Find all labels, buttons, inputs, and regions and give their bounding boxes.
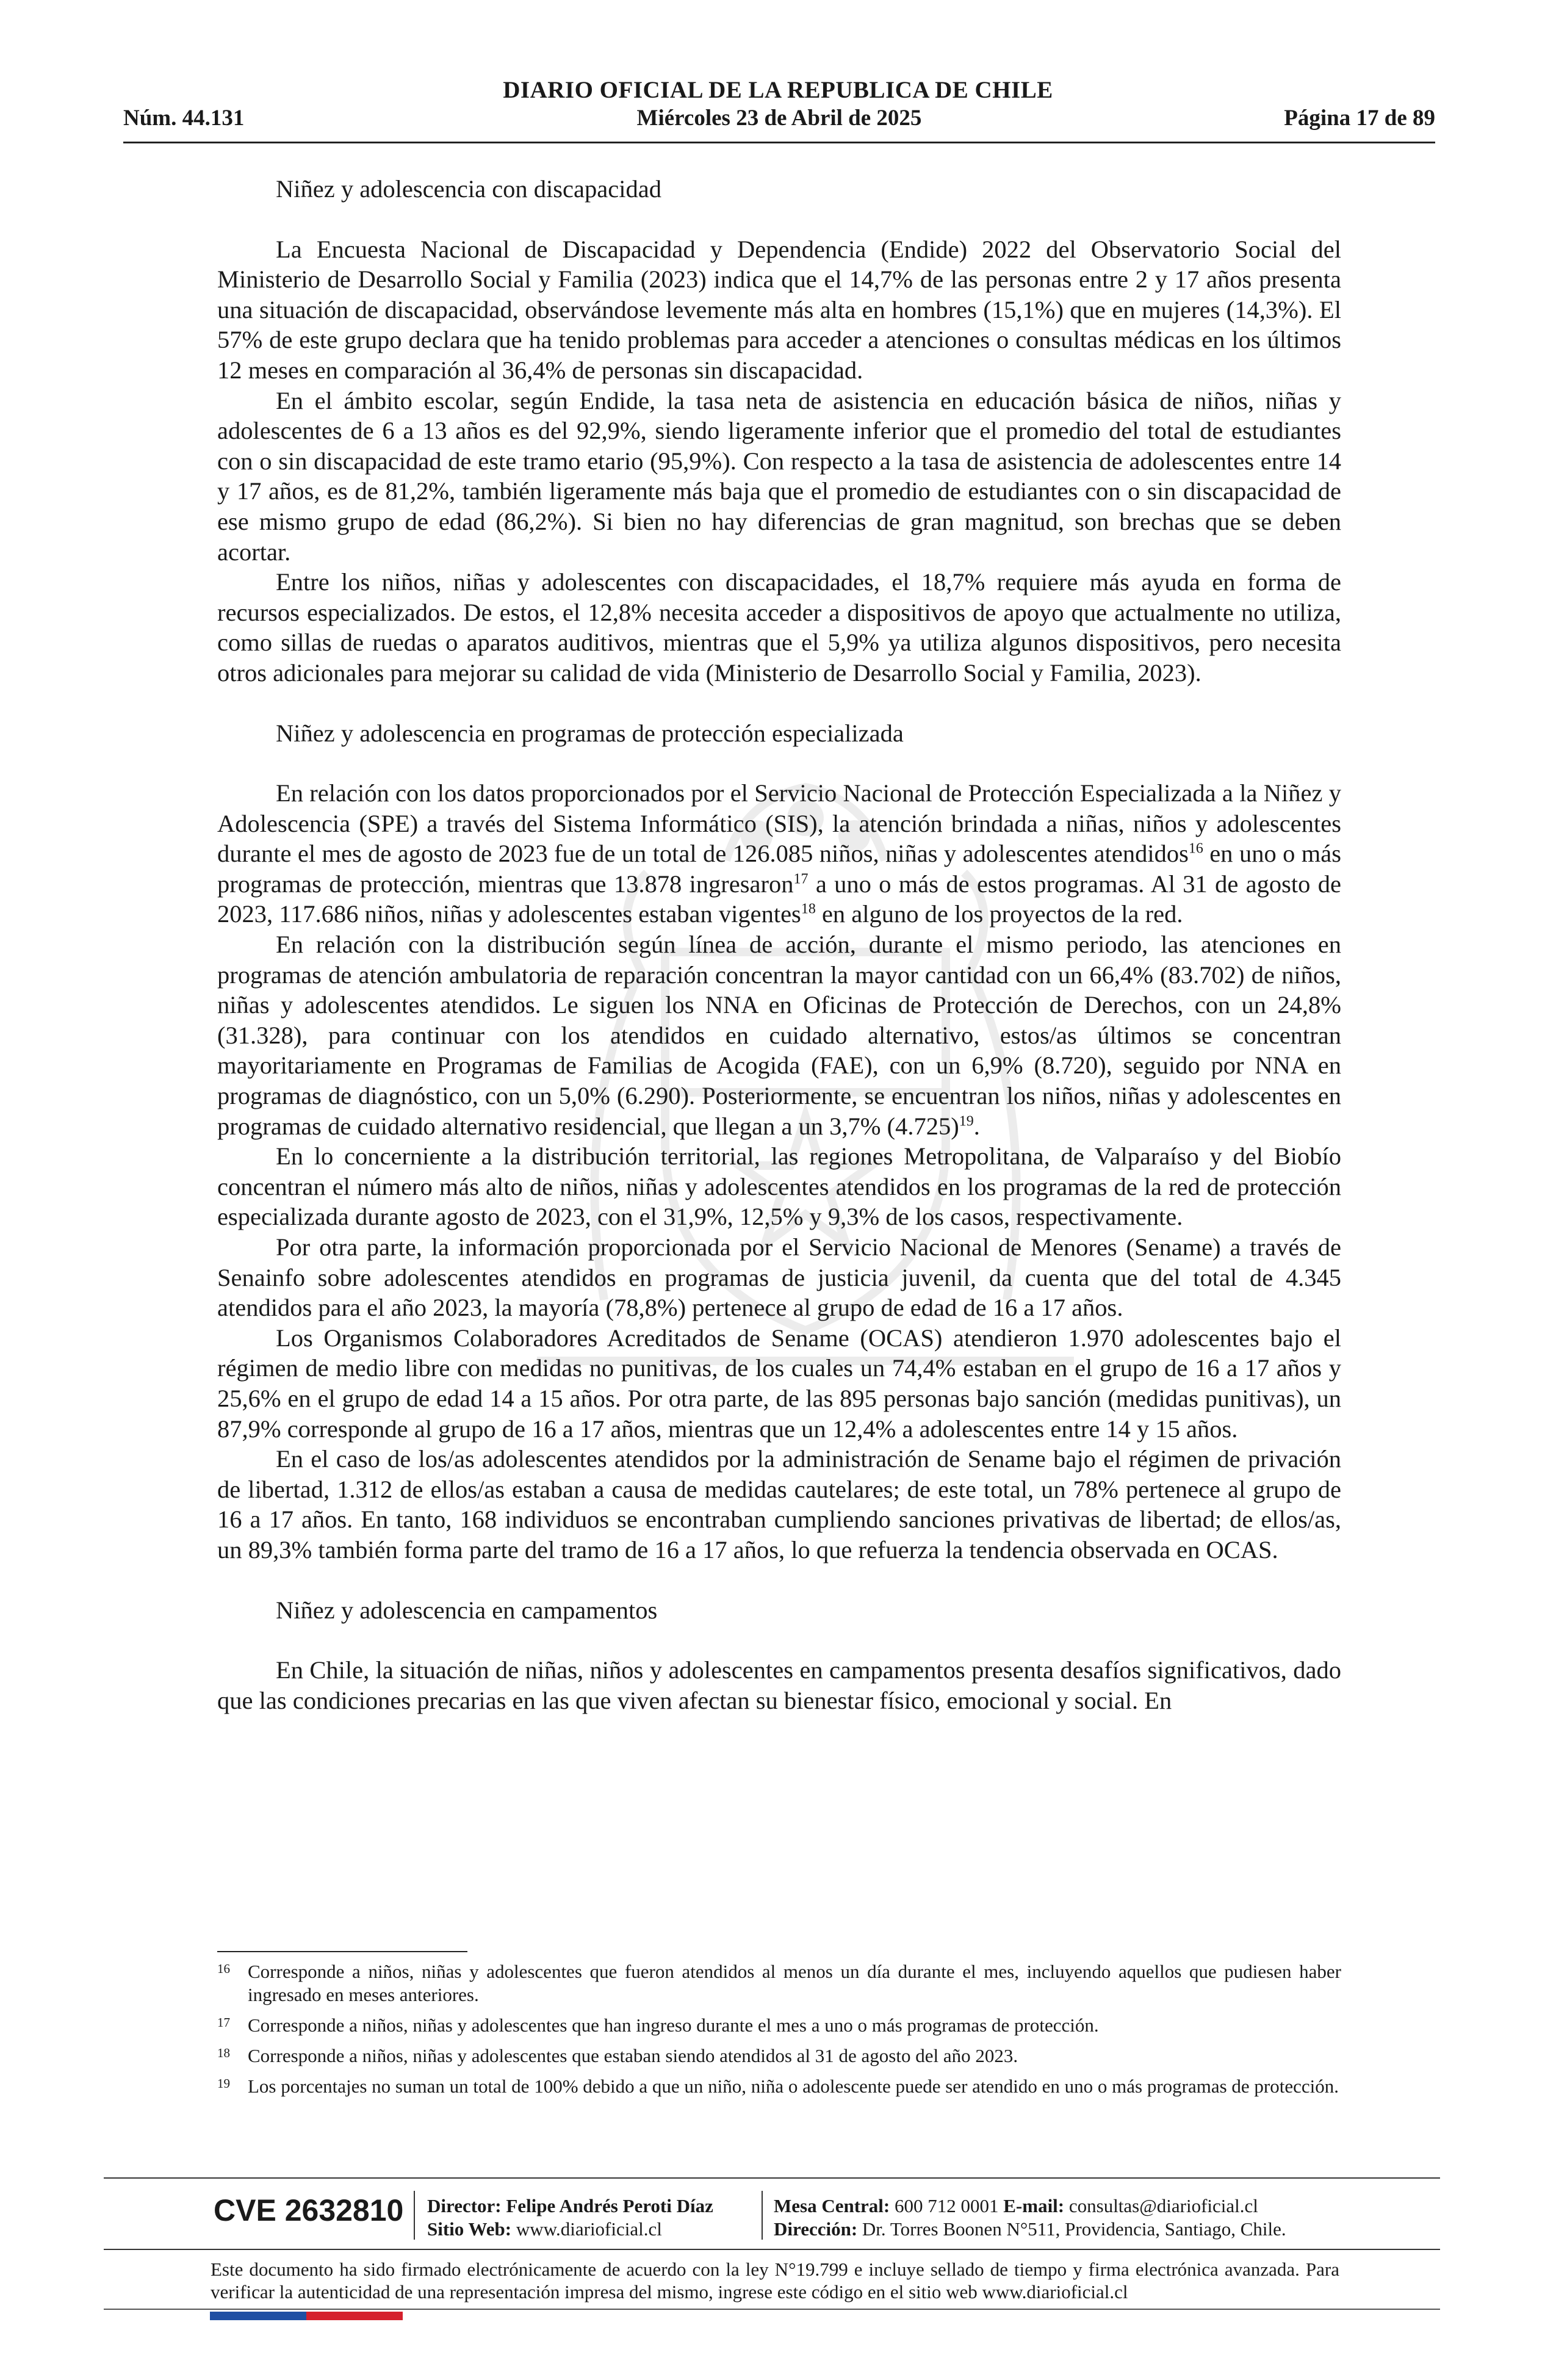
issue-number: Núm. 44.131 [123, 106, 245, 131]
paragraph: En relación con los datos proporcionados por el Servicio Nacional de Protección Especializada a la Niñez y Adolescencia (SPE) a través del Sistema Informático (SIS), la atención brindada a niñas, niños y adolescentes durante el mes de agosto de 2023 fue de un total de 126.085 niños, niñas y adolescentes atendidos$^{16}$ en uno o más programas de protección, mientras que 13.878 ingresaron$^{17}$ a uno o más de estos programas. Al 31 de agosto de 2023, 117.686 niños, niñas y adolescentes estaban vigentes$^{18}$ en alguno de los proyectos de la red. [217, 779, 1342, 928]
footnote-rule [217, 1951, 467, 1952]
header-row [123, 105, 1435, 131]
paragraph: En lo concerniente a la distribución territorial, las regiones Metropolitana, de Valparaíso y del Biobío concentran el número más alto de niños, niñas y adolescentes atendidos en los programas de la red de protección especializada durante agosto de 2023, con el 31,9%, 12,5% y 9,3% de los casos, respectivamente. [217, 1142, 1341, 1231]
publication-title: DIARIO OFICIAL DE LA REPUBLICA DE CHILE [503, 77, 1053, 103]
section-heading: Niñez y adolescencia con discapacidad [276, 175, 661, 203]
footnotes [217, 1960, 1341, 2105]
footnote [217, 2014, 1341, 2037]
section-heading: Niñez y adolescencia en programas de protección especializada [276, 719, 904, 747]
address-value: Dr. Torres Boonen N°511, Providencia, Santiago, Chile. [862, 2218, 1286, 2240]
footer-director-block [427, 2194, 713, 2241]
footnote-text: Corresponde a niños, niñas y adolescentes que fueron atendidos al menos un día durante el mes, incluyendo aquellos que pudiesen haber ingresado en meses anteriores. [248, 1961, 1341, 2005]
mesa-label: Mesa Central: [774, 2195, 890, 2216]
footnote-ref[interactable]: 19 [959, 1113, 974, 1130]
page-number: Página 17 de 89 [1284, 106, 1435, 131]
section-heading: Niñez y adolescencia en campamentos [276, 1596, 658, 1624]
footnote-number: 17 [217, 2015, 230, 2030]
mesa-phone: 600 712 0001 [895, 2195, 999, 2216]
email-label: E-mail: [1003, 2195, 1065, 2216]
flag-stripe-blue [210, 2312, 306, 2320]
issue-date: Miércoles 23 de Abril de 2025 [636, 106, 922, 131]
footnote-ref[interactable]: 17 [793, 871, 809, 887]
footnote-number: 16 [217, 1961, 230, 1976]
footer-rule-top [104, 2177, 1440, 2179]
paragraph: En el ámbito escolar, según Endide, la tasa neta de asistencia en educación básica de niños, niñas y adolescentes de 6 a 13 años es del 92,9%, siendo ligeramente inferior que el promedio del total de estudiantes con o sin discapacidad de este tramo etario (95,9%). Con respecto a la tasa de asistencia de adolescentes entre 14 y 17 años, es de 81,2%, también ligeramente más baja que el promedio de estudiantes con o sin discapacidad de ese mismo grupo de edad (86,2%). Si bien no hay diferencias de gran magnitud, son brechas que se deben acortar. [217, 386, 1341, 566]
footnote-text: Corresponde a niños, niñas y adolescentes que estaban siendo atendidos al 31 de agosto del año 2023. [248, 2045, 1018, 2066]
paragraph: En el caso de los/as adolescentes atendidos por la administración de Sename bajo el régimen de privación de libertad, 1.312 de ellos/as estaban a causa de medidas cautelares; de este total, un 78% pertenece al grupo de 16 a 17 años. En tanto, 168 individuos se encontraban cumpliendo sanciones privativas de libertad; de ellos/as, un 89,3% también forma parte del tramo de 16 a 17 años, lo que refuerza la tendencia observada en OCAS. [217, 1445, 1341, 1563]
footer-divider [762, 2191, 763, 2240]
footer-contact-block [774, 2194, 1286, 2241]
paragraph: En relación con la distribución según línea de acción, durante el mismo periodo, las atenciones en programas de atención ambulatoria de reparación concentran la mayor cantidad con un 66,4% (83.702) de niños, niñas y adolescentes atendidos. Le siguen los NNA en Oficinas de Protección de Derechos, con un 24,8% (31.328), para continuar con los atendidos en cuidado alternativo, estos/as últimos se concentran mayoritariamente en Programas de Familias de Acogida (FAE), con un 6,9% (8.720), seguido por NNA en programas de diagnóstico, con un 5,0% (6.290). Posteriormente, se encuentran los niños, niñas y adolescentes en programas de cuidado alternativo residencial, que llegan a un 3,7% $(4.725)^{19}$. [217, 931, 1341, 1140]
header-rule [123, 142, 1435, 143]
footnote-number: 19 [217, 2076, 230, 2091]
address-label: Dirección: [774, 2218, 858, 2240]
footnote [217, 2044, 1341, 2068]
paragraph: En Chile, la situación de niñas, niños y adolescentes en campamentos presenta desafíos significativos, dado que las condiciones precarias en las que viven afectan su bienestar físico, emocional y social. En [217, 1656, 1341, 1714]
footer-rule-bottom [104, 2309, 1440, 2310]
paragraph: Entre los niños, niñas y adolescentes con discapacidades, el 18,7% requiere más ayuda en forma de recursos especializados. De estos, el 12,8% necesita acceder a dispositivos de apoyo que actualmente no utiliza, como sillas de ruedas o aparatos auditivos, mientras que el 5,9% ya utiliza algunos dispositivos, pero necesita otros adicionales para mejorar su calidad de vida (Ministerio de Desarrollo Social y Familia, 2023). [217, 568, 1341, 687]
email-link[interactable]: consultas@diarioficial.cl [1068, 2195, 1258, 2216]
footer-divider [414, 2191, 415, 2240]
footnote [217, 2075, 1341, 2098]
footnote [217, 1960, 1341, 2007]
footnote-number: 18 [217, 2046, 230, 2060]
footnote-text: Corresponde a niños, niñas y adolescentes que han ingreso durante el mes a uno o más programas de protección. [248, 2014, 1099, 2036]
web-label: Sitio Web: [427, 2218, 512, 2240]
paragraph: La Encuesta Nacional de Discapacidad y Dependencia (Endide) 2022 del Observatorio Social del Ministerio de Desarrollo Social y Familia (2023) indica que el 14,7% de las personas entre 2 y 17 años presenta una situación de discapacidad, observándose levemente más alta en hombres (15,1%) que en mujeres (14,3%). El 57% de este grupo declara que ha tenido problemas para acceder a atenciones o consultas médicas en los últimos 12 meses en comparación al 36,4% de personas sin discapacidad. [217, 235, 1341, 384]
document-body [217, 174, 1341, 1715]
legal-notice: Este documento ha sido firmado electrónicamente de acuerdo con la ley N°19.799 e incluye sellado de tiempo y firma electrónica avanzada. Para verificar la autenticidad de una representación impresa del mismo, ingrese este código en el sitio web www.diarioficial.cl [211, 2259, 1339, 2302]
cve-code: CVE 2632810 [214, 2193, 404, 2227]
web-link[interactable]: www.diarioficial.cl [516, 2218, 662, 2240]
footnote-ref[interactable]: 16 [1188, 840, 1203, 857]
footnote-text: Los porcentajes no suman un total de 100% debido a que un niño, niña o adolescente puede ser atendido en uno o más programas de protección. [248, 2075, 1339, 2097]
flag-stripe-red [306, 2312, 403, 2320]
paragraph: Por otra parte, la información proporcionada por el Servicio Nacional de Menores (Sename) a través de Senainfo sobre adolescentes atendidos en programas de justicia juvenil, da cuenta que del total de 4.345 atendidos para el año 2023, la mayoría (78,8%) pertenece al grupo de edad de 16 a 17 años. [217, 1233, 1341, 1322]
footnote-ref[interactable]: 18 [801, 901, 816, 917]
paragraph: Los Organismos Colaboradores Acreditados de Sename (OCAS) atendieron 1.970 adolescentes bajo el régimen de medio libre con medidas no punitivas, de los cuales un 74,4% estaban en el grupo de 16 a 17 años y 25,6% en el grupo de edad 14 a 15 años. Por otra parte, de las 895 personas bajo sanción (medidas punitivas), un 87,9% corresponde al grupo de 16 a 17 años, mientras que un 12,4% a adolescentes entre 14 y 15 años. [217, 1324, 1341, 1443]
footer-rule-mid [104, 2249, 1440, 2250]
director-label: Director: Felipe Andrés Peroti Díaz [427, 2195, 713, 2216]
